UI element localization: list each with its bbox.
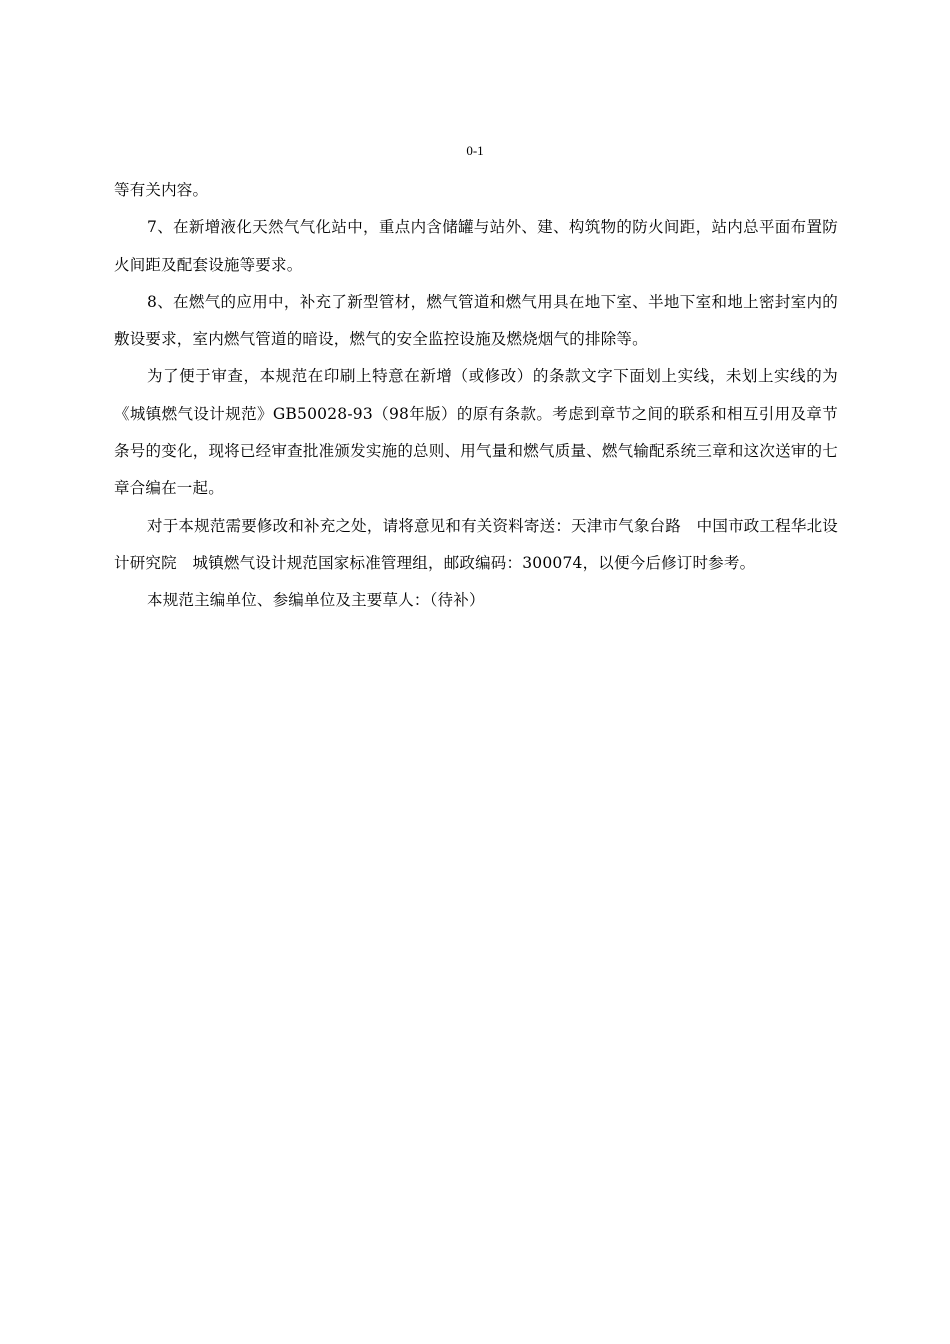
page-number: 0-1	[466, 143, 484, 158]
paragraph-item-7: 7、在新增液化天然气气化站中，重点内含储罐与站外、建、构筑物的防火间距，站内总平面布置防火间距及配套设施等要求。	[114, 218, 838, 274]
paragraph-continuation: 等有关内容。	[114, 181, 209, 199]
document-body	[114, 172, 838, 620]
paragraph-editors: 本规范主编单位、参编单位及主要草人：（待补）	[147, 591, 485, 610]
paragraph-item-8: 8、在燃气的应用中，补充了新型管材，燃气管道和燃气用具在地下室、半地下室和地上密封室内的敷设要求，室内燃气管道的暗设，燃气的安全监控设施及燃烧烟气的排除等。	[114, 292, 838, 349]
paragraph-feedback-address: 对于本规范需要修改和补充之处，请将意见和有关资料寄送：天津市气象台路 中国市政工程华北设计研究院 城镇燃气设计规范国家标准管理组，邮政编码：300074，以便今后修订时参考。	[114, 516, 838, 572]
paragraph-review-note: 为了便于审查，本规范在印刷上特意在新增（或修改）的条款文字下面划上实线，未划上实线的为《城镇燃气设计规范》GB50028-93（98年版）的原有条款。考虑到章节之间的联系和相互引用及章节条号的变化，现将已经审查批准颁发实施的总则、用气量和燃气质量、燃气输配系统三章和这次送审的七章合编在一起。	[114, 367, 838, 498]
